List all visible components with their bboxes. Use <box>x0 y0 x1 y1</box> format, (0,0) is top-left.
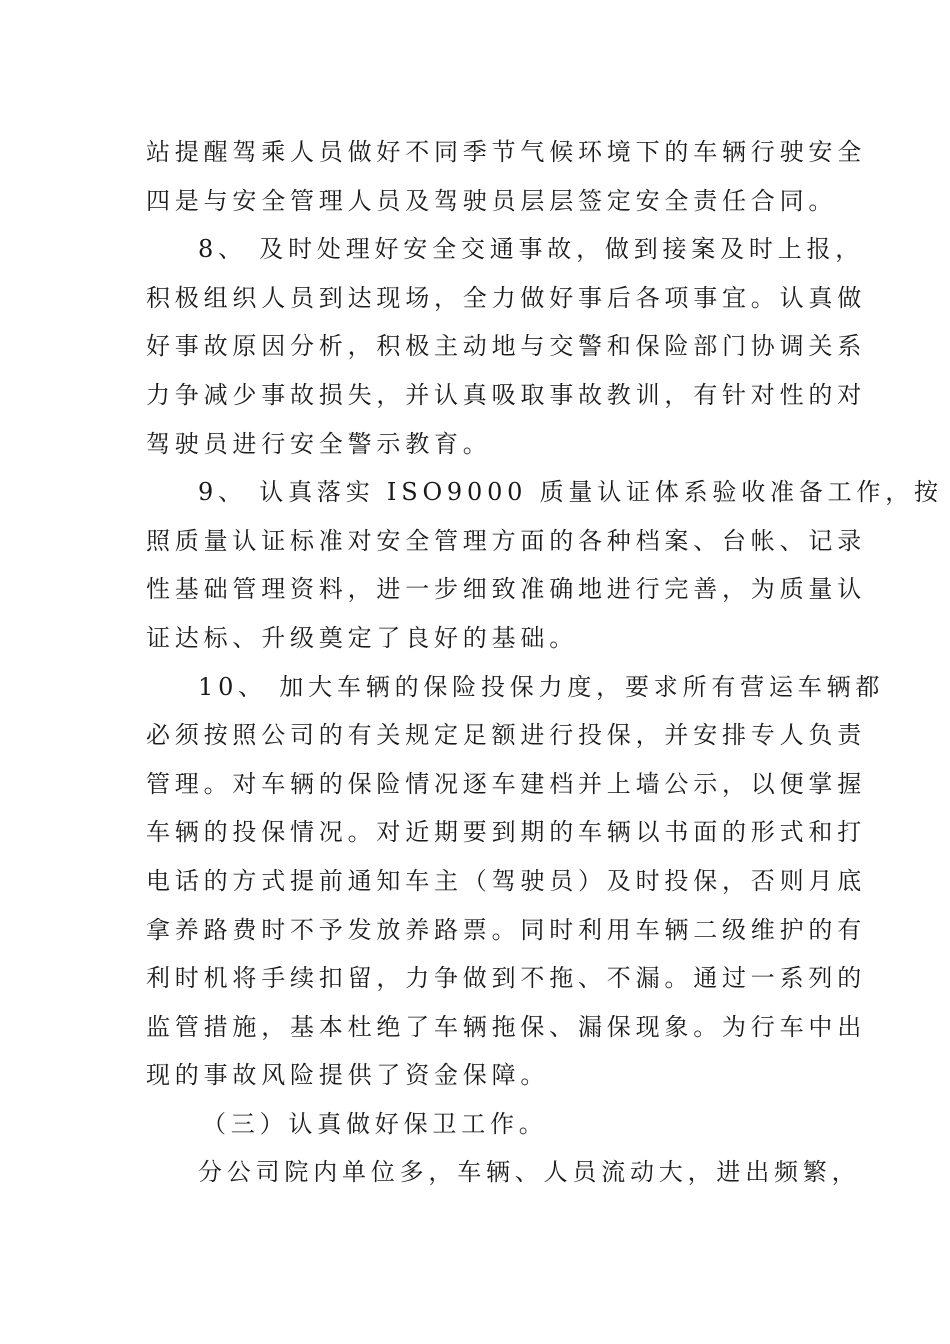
text-line: 必须按照公司的有关规定足额进行投保，并安排专人负责 <box>146 721 866 750</box>
text-line: 驾驶员进行安全警示教育。 <box>146 429 492 458</box>
text-line: 性基础管理资料，进一步细致准确地进行完善，为质量认 <box>146 575 866 604</box>
text-line: 监管措施，基本杜绝了车辆拖保、漏保现象。为行车中出 <box>146 1012 866 1041</box>
text-line: 站提醒驾乘人员做好不同季节气候环境下的车辆行驶安全 <box>146 138 866 166</box>
text-line: 电话的方式提前通知车主（驾驶员）及时投保，否则月底 <box>146 866 866 895</box>
text-line: 现的事故风险提供了资金保障。 <box>146 1061 550 1090</box>
paragraph-10-start: 10、 加大车辆的保险投保力度，要求所有营运车辆都 <box>198 672 885 701</box>
text-line: 照质量认证标准对安全管理方面的各种档案、台帐、记录 <box>146 526 866 555</box>
document-body <box>146 128 943 1197</box>
section-heading: （三）认真做好保卫工作。 <box>202 1109 548 1138</box>
text-line: 管理。对车辆的保险情况逐车建档并上墙公示，以便掌握 <box>146 769 866 798</box>
text-line: 利时机将手续扣留，力争做到不拖、不漏。通过一系列的 <box>146 964 866 993</box>
text-line: 力争减少事故损失，并认真吸取事故教训，有针对性的对 <box>146 380 866 409</box>
text-line: 车辆的投保情况。对近期要到期的车辆以书面的形式和打 <box>146 818 866 847</box>
text-line: 证达标、升级奠定了良好的基础。 <box>146 623 578 652</box>
text-line: 四是与安全管理人员及驾驶员层层签定安全责任合同。 <box>146 186 838 215</box>
paragraph-8-start: 8、 及时处理好安全交通事故，做到接案及时上报， <box>198 235 865 264</box>
text-line: 拿养路费时不予发放养路票。同时利用车辆二级维护的有 <box>146 915 866 944</box>
paragraph-9-start: 9、 认真落实 ISO9000 质量认证体系验收准备工作，按 <box>198 478 943 507</box>
paragraph-start: 分公司院内单位多，车辆、人员流动大，进出频繁， <box>198 1158 861 1187</box>
text-line: 好事故原因分析，积极主动地与交警和保险部门协调关系 <box>146 332 866 361</box>
text-line: 积极组织人员到达现场，全力做好事后各项事宜。认真做 <box>146 283 866 312</box>
